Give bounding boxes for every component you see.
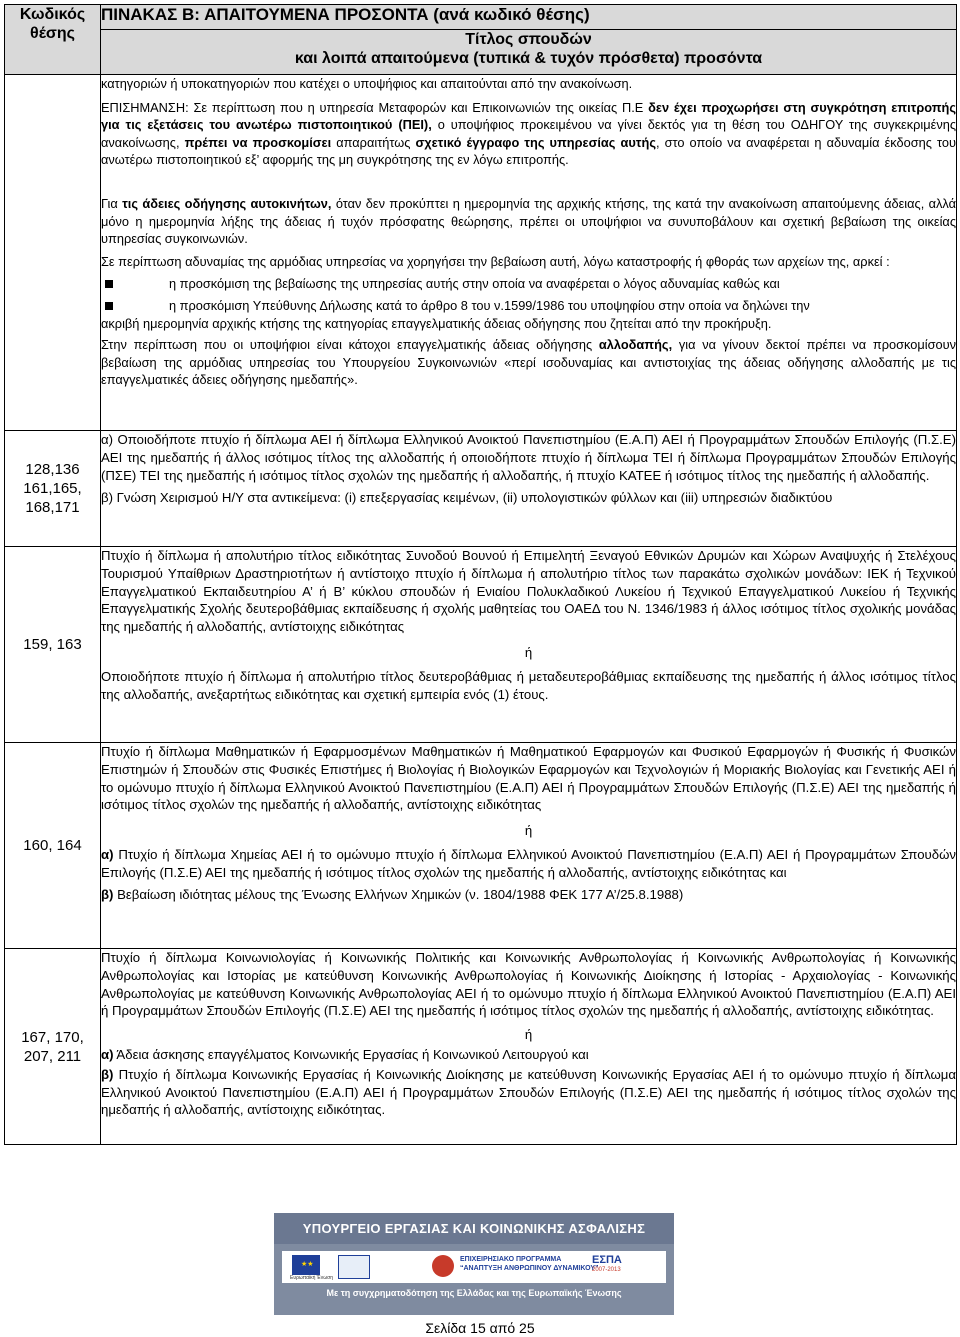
requirements-cell — [101, 75, 957, 431]
text-run: Πτυχίο ή δίπλωμα Χημείας ΑΕΙ ή το ομώνυμο πτυχίο ή δίπλωμα Ελληνικού Ανοικτού Πανεπιστημίου (Ε.Α.Π) ΑΕΙ ή Προγραμμάτων Σπουδών Επιλογής (Π.Σ.Ε) ΑΕΙ της ημεδαπής ή ισότιμος τίτλος σχολών της ημεδαπής ή αλλοδαπής, αντίστοιχης ειδικότητας και — [101, 846, 956, 880]
eu-caption: Ευρωπαϊκή Ένωση — [290, 1275, 333, 1281]
bullet-item — [101, 297, 956, 315]
desc-header-line1: Τίτλος σπουδών — [465, 31, 592, 48]
text-run: Βεβαίωση ιδιότητας μέλους της Ένωσης Ελλήνων Χημικών (ν. 1804/1988 ΦΕΚ 177 Α’/25.8.1988) — [113, 886, 684, 902]
text-run: απαραιτήτως — [331, 134, 416, 150]
paragraph: κατηγοριών ή υποκατηγοριών που κατέχει ο υποψήφιος και απαιτούνται από την ανακοίνωση. — [101, 76, 633, 91]
program-line: ΕΠΙΧΕΙΡΗΣΙΑΚΟ ΠΡΟΓΡΑΜΜΑ — [460, 1256, 562, 1263]
paragraph — [101, 1066, 956, 1119]
table-subheader-row — [5, 30, 957, 75]
position-code-cell — [5, 949, 101, 1145]
code-column-header — [5, 5, 101, 75]
table-row — [5, 949, 957, 1145]
code-cell-empty — [5, 75, 101, 431]
desc-header-line2: και λοιπά απαιτούμενα (τυπικά & τυχόν πρόσθετα) προσόντα — [294, 50, 763, 67]
program-line: “ΑΝΑΠΤΥΞΗ ΑΝΘΡΩΠΙΝΟΥ ΔΥΝΑΜΙΚΟΥ” — [460, 1265, 599, 1272]
esf-logo-icon — [338, 1255, 370, 1279]
code-header-line1: Κωδικός — [19, 6, 86, 23]
paragraph: β) Γνώση Χειρισμού Η/Υ στα αντικείμενα: (i) επεξεργασίας κειμένων, (ii) υπολογιστικών φύλλων και (iii) υπηρεσιών διαδικτύου — [101, 490, 833, 506]
or-separator: ή — [524, 1027, 533, 1043]
bullet-square-icon — [105, 302, 113, 310]
paragraph: Πτυχίο ή δίπλωμα Κοινωνιολογίας ή Κοινωνικής Πολιτικής και Κοινωνικής Ανθρωπολογίας ή Κοινωνικής Ανθρωπολογίας ή Κοινωνικής Ανθρωπολογίας και Ιστορίας με κατεύθυνση Κοινωνικής Ανθρωπολογίας ή Κοινωνικής Διοίκησης ή Ιστορίας - Αρχαιολογίας - Κοινωνικής Ανθρωπολογίας με κατεύθυνση Κοινωνικής Ανθρωπολογίας ΑΕΙ ή το ομώνυμο πτυχίο ή δίπλωμα Ελληνικού Ανοικτού Πανεπιστημίου (Ε.Α.Π) ΑΕΙ ή Προγραμμάτων Σπουδών Επιλογής (Π.Σ.Ε) ΑΕΙ της ημεδαπής ή ισότιμος τίτλος σχολών της ημεδαπής ή αλλοδαπής, αντίστοιχης ειδικότητας. — [101, 950, 956, 1019]
paragraph: Οποιοδήποτε πτυχίο ή δίπλωμα ή απολυτήριο τίτλος δευτεροβάθμιας ή μεταδευτεροβάθμιας εκπαίδευσης της ημεδαπής ή άλλος ισότιμος τίτλος της αλλοδαπής, ανεξαρτήτως ειδικότητας και σχετική εμπειρία ενός (1) έτους. — [101, 668, 956, 702]
table-row — [5, 431, 957, 547]
code-header-line2: θέσης — [30, 25, 75, 42]
logo-strip — [282, 1251, 666, 1283]
paragraph: Πτυχίο ή δίπλωμα ή απολυτήριο τίτλος ειδικότητας Συνοδού Βουνού ή Επιμελητή Ξεναγού Εθνικών Δρυμών και Χώρων Αναψυχής ή Στελέχους Τουρισμού Υπαίθριων Δραστηριοτήτων ή αντίστοιχο πτυχίο ή δίπλωμα ή απολυτήριο τίτλος των παρακάτω σχολικών μονάδων: ΙΕΚ ή Τεχνικού Επαγγελματικού Εκπαιδευτηρίου Α’ ή Β’ κύκλου σπουδών ή Ενιαίου Πολυκλαδικού Λυκείου ή Τεχνικού Επαγγελματικού Λυκείου ή Τεχνικής Επαγγελματικής Σχολής δευτεροβάθμιας εκπαίδευσης ή σχολής μαθητείας του ΟΑΕΔ του Ν. 1346/1983 ή άλλος ισότιμος τίτλος σχολικής μονάδας της ημεδαπής ή αλλοδαπής, αντίστοιχης ειδικότητας — [101, 548, 956, 635]
text-run: Στην περίπτωση που οι υποψήφιοι είναι κάτοχοι επαγγελματικής άδειας οδήγησης — [101, 337, 599, 353]
bullet-text: η προσκόμιση Υπεύθυνης Δήλωσης κατά το άρθρο 8 του ν.1599/1986 του υποψηφίου στην οποία να δηλώνει την — [169, 297, 810, 313]
text-run: ο υποψήφιος προκειμένου να γίνει δεκτός για τη θέση του ΟΔΗΓΟΥ της συγκεκριμένης ανακοίνωσης, — [101, 117, 956, 150]
text-run: για να γίνουν δεκτοί πρέπει να προσκομίσουν βεβαίωση της αρμόδιας υπηρεσίας του Υπουργείου Συγκοινωνιών «περί ισοδυναμίας και αντιστοιχίας της άδειας οδήγησης αλλοδαπής με τις επαγγελματικές άδειες οδήγησης ημεδαπής». — [101, 337, 957, 388]
document-page — [4, 4, 956, 1145]
paragraph: α) Οποιοδήποτε πτυχίο ή δίπλωμα ΑΕΙ ή δίπλωμα Ελληνικού Ανοικτού Πανεπιστημίου (Ε.Α.Π) ΑΕΙ ή Προγραμμάτων Σπουδών Επιλογής (Π.Σ.Ε) ΑΕΙ της ημεδαπής ή άλλος ισότιμος τίτλος της αλλοδαπής ή οποιοδήποτε πτυχίο ή δίπλωμα ΤΕΙ ή δίπλωμα Προγραμμάτων Σπουδών Επιλογής (ΠΣΕ) ΤΕΙ της ημεδαπής ή ισότιμος τίτλος σχολών της ημεδαπής ή αλλοδαπής, ή πτυχίο ΚΑΤΕΕ ή ισότιμος τίτλος της ημεδαπής ή αλλοδαπής. — [101, 432, 956, 483]
text-run-bold: σχετικό έγγραφο της υπηρεσίας αυτής — [415, 134, 656, 150]
position-code-cell — [5, 743, 101, 949]
position-code: 161,165, — [23, 480, 82, 497]
program-logo-icon — [432, 1255, 454, 1277]
bullet-text: η προσκόμιση της βεβαίωσης της υπηρεσίας αυτής στην οποία να αναφέρεται ο λόγος αδυναμίας καθώς και — [169, 276, 780, 292]
position-code: 207, 211 — [23, 1047, 82, 1065]
position-code-cell — [5, 431, 101, 547]
text-run: Πτυχίο ή δίπλωμα Κοινωνικής Εργασίας ή Κοινωνικής Διοίκησης με κατεύθυνση Κοινωνικής Εργασίας ΑΕΙ ή το ομώνυμο πτυχίο ή δίπλωμα Ελληνικού Ανοικτού Πανεπιστημίου (Ε.Α.Π) ΑΕΙ ή Προγραμμάτων Σπουδών Επιλογής (Π.Σ.Ε) ΑΕΙ της ημεδαπής ή ισότιμος τίτλος σχολών της ημεδαπής ή αλλοδαπής, αντίστοιχης ειδικότητας. — [101, 1066, 956, 1118]
bullet-square-icon — [105, 280, 113, 288]
paragraph — [101, 99, 956, 169]
requirements-cell — [101, 431, 957, 547]
paragraph — [101, 336, 956, 389]
text-run-bold: α) — [101, 1046, 114, 1062]
requirements-cell — [101, 743, 957, 949]
cofunding-logo-banner — [274, 1213, 674, 1315]
position-code: 167, 170, — [21, 1028, 84, 1046]
text-run: ΕΠΙΣΗΜΑΝΣΗ: Σε περίπτωση που η υπηρεσία Μεταφορών και Επικοινωνιών της οικείας Π.Ε — [101, 99, 649, 115]
position-code-cell — [5, 547, 101, 743]
text-run-bold: α) — [101, 846, 114, 862]
paragraph: Σε περίπτωση αδυναμίας της αρμόδιας υπηρεσίας να χορηγήσει την βεβαίωση αυτή, λόγω καταστροφής ή φθοράς των αρχείων της, αρκεί : — [101, 253, 890, 269]
eu-flag-icon: ★★ — [292, 1255, 320, 1275]
text-run-bold: πρέπει να προσκομίσει — [184, 134, 332, 150]
ministry-name: ΥΠΟΥΡΓΕΙΟ ΕΡΓΑΣΙΑΣ ΚΑΙ ΚΟΙΝΩΝΙΚΗΣ ΑΣΦΑΛΙΣΗΣ — [274, 1213, 674, 1244]
bullet-item — [101, 275, 956, 293]
text-run: , στο οποίο να αναφέρεται η αδυναμία έκδοσης του ανωτέρω πιστοποιητικού εξ’ αφορμής της μη συγκρότησης της εν λόγω επιτροπής. — [101, 134, 956, 168]
requirements-cell — [101, 547, 957, 743]
page-number: Σελίδα 15 από 25 — [425, 1320, 535, 1336]
text-run-bold: δεν έχει προχωρήσει στη συγκρότηση επιτροπής για τις εξετάσεις του ανωτέρω πιστοποιητικού (ΠΕΙ), — [101, 99, 956, 133]
text-run-bold: β) — [101, 886, 114, 902]
description-column-header — [101, 30, 957, 75]
text-run-bold: αλλοδαπής, — [598, 337, 673, 353]
cofunding-caption: Με τη συγχρηματοδότηση της Ελλάδας και της Ευρωπαϊκής Ένωσης — [326, 1288, 622, 1298]
paragraph: Πτυχίο ή δίπλωμα Μαθηματικών ή Εφαρμοσμένων Μαθηματικών ή Μαθηματικού Εφαρμογών και Φυσικού Εφαρμογών ή Φυσικής ή Φυσικών Επιστημών ή Σπουδών στις Φυσικές Επιστήμες ή Βιολογίας ή Βιολογικών Εφαρμογών και Τεχνολογιών ή Μοριακής Βιολογίας και Γενετικής ΑΕΙ ή το ομώνυμο πτυχίο ή δίπλωμα Ελληνικού Ανοικτού Πανεπιστημίου (Ε.Α.Π) ΑΕΙ ή Προγραμμάτων Σπουδών Επιλογής (Π.Σ.Ε) ΑΕΙ της ημεδαπής ή ισότιμος τίτλος σχολών της ημεδαπής ή αλλοδαπής, αντίστοιχης ειδικότητας — [101, 744, 956, 813]
espa-years: 2007-2013 — [592, 1267, 621, 1273]
position-code: 160, 164 — [23, 837, 82, 854]
paragraph — [101, 846, 956, 882]
table-title: ΠΙΝΑΚΑΣ Β: ΑΠΑΙΤΟΥΜΕΝΑ ΠΡΟΣΟΝΤΑ (ανά κωδικό θέσης) — [101, 5, 957, 30]
paragraph — [101, 1046, 956, 1064]
espa-logo: ΕΣΠΑ — [592, 1254, 622, 1266]
text-run: όταν δεν προκύπτει η ημερομηνία της αρχικής κτήσης, της κατά την ανακοίνωση απαιτούμενης άδειας, αλλά μόνο η ημερομηνία λήξης της άδειας ή τυχόν πρόσφατης θεώρησης, πρέπει οι υποψήφιοι να συνυποβάλουν και σχετική βεβαίωση της οικείας υπηρεσίας συγκοινωνιών. — [101, 195, 956, 247]
paragraph: ακριβή ημερομηνία αρχικής κτήσης της κατηγορίας επαγγελματικής άδειας οδήγησης που ζητείται από την προκήρυξη. — [101, 315, 772, 331]
or-separator: ή — [524, 823, 533, 839]
table-row — [5, 75, 957, 431]
text-run-bold: τις άδειες οδήγησης αυτοκινήτων, — [122, 195, 332, 211]
qualifications-table — [4, 4, 957, 1145]
text-run: Άδεια άσκησης επαγγέλματος Κοινωνικής Εργασίας ή Κοινωνικού Λειτουργού και — [113, 1046, 589, 1062]
position-code: 128,136 — [25, 461, 80, 478]
requirements-cell — [101, 949, 957, 1145]
or-separator: ή — [524, 644, 533, 660]
position-code: 159, 163 — [23, 636, 82, 653]
position-code: 168,171 — [25, 499, 80, 516]
text-run-bold: β) — [101, 1066, 114, 1082]
program-name — [460, 1255, 599, 1273]
paragraph — [101, 886, 956, 904]
table-row — [5, 547, 957, 743]
table-row — [5, 743, 957, 949]
paragraph — [101, 195, 956, 248]
table-title-row — [5, 5, 957, 30]
text-run: Για — [101, 195, 123, 211]
